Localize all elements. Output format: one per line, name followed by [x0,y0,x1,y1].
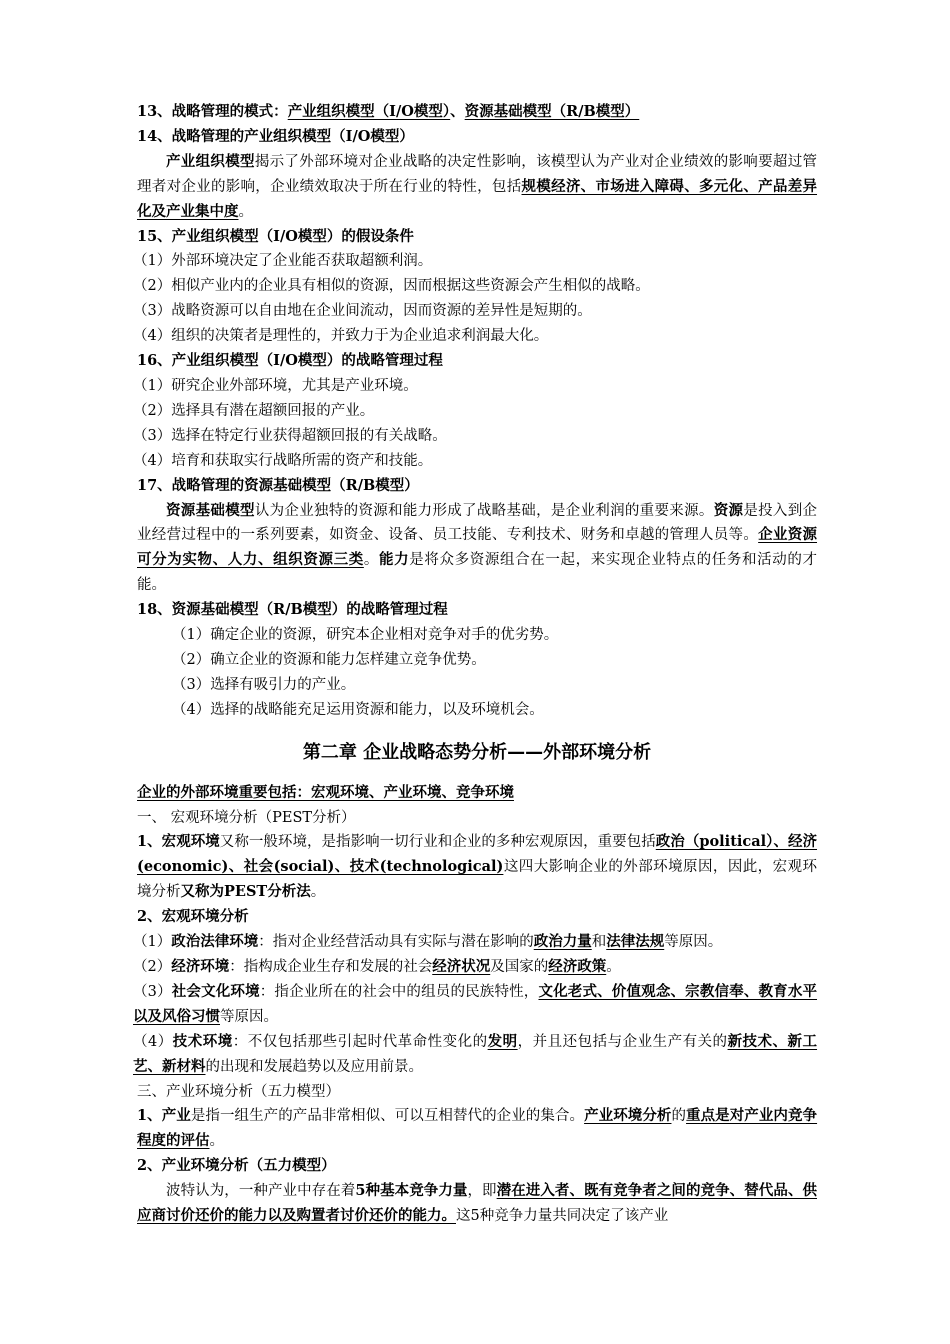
capability-text: 是将众多资源组合在一起，来实现企业特点的任务和活动的才能。 [137,552,817,594]
industry-heading: 三、产业环境分析（五力模型） [137,1083,340,1100]
industry-heading-2: 2、产业环境分析（五力模型） [137,1157,336,1175]
macro-heading: 一、 宏观环境分析（PEST分析） [137,809,356,826]
section-17-heading: 17、战略管理的资源基础模型（R/B模型） [137,476,419,494]
macro-item-3 [133,980,817,1030]
macro-text-b: 这四大影响企业的外部环境原因，因此，宏观环境分析 [137,859,817,901]
text: 波特认为，一种产业中存在着 [166,1183,356,1200]
pest-factors: 政治（political）、经济(economic)、社会(social)、技术(technological) [137,833,818,876]
document-page [133,100,818,1229]
text: 这5种竞争力量共同决定了该产业 [456,1208,669,1225]
keyword: 5种基本竞争力量 [355,1182,468,1200]
text: 等原因。 [664,934,723,951]
keyword: 经济政策 [548,958,607,975]
model-rb: 资源基础模型（R/B模型） [464,103,640,120]
text: ：指对企业经营活动具有实际与潜在影响的 [258,934,534,951]
term: 经济环境 [171,958,230,975]
keyword: 产业环境分析 [584,1107,672,1125]
s16-item-4: （4）培育和获取实行战略所需的资产和技能。 [133,452,433,469]
section-15-heading: 15、产业组织模型（I/O模型）的假设条件 [137,227,414,245]
text: ：指企业所在的社会中的组员的民族特性， [259,983,539,1000]
chapter-title: 第二章 企业战略态势分析——外部环境分析 [302,741,652,763]
resource-term: 资源 [713,501,744,519]
period: 。 [238,203,253,220]
resource-text: 是投入到企业经营过程中的一系列要素，如资金、设备、员工技能、专利技术、财务和卓越的管理人员等。 [137,502,818,544]
pest-method: 又称为PEST分析法 [180,883,311,901]
macro-term: 宏观环境 [161,833,220,851]
num: （4） [133,1033,173,1050]
s15-item-4: （4）组织的决策者是理性的，并致力于为企业追求利润最大化。 [133,328,549,345]
text: ：不仅包括那些引起时代革命性变化的 [232,1033,488,1050]
num: 1、 [137,1107,162,1125]
keyword: 重点是对产业内竞争程度的评估 [137,1107,818,1150]
io-model-factors: 规模经济、市场进入障碍、多元化、产品差异化及产业集中度 [137,177,818,220]
text: 和 [591,934,607,951]
keyword: 文化老式、价值观念、宗教信奉、教育水平以及风俗习惯 [133,982,818,1025]
text: ，即 [467,1183,497,1200]
section-14-paragraph [137,150,817,225]
s16-item-1: （1）研究企业外部环境，尤其是产业环境。 [133,377,418,394]
s15-item-2: （2）相似产业内的企业具有相似的资源，因而根据这些资源会产生相似的战略。 [133,278,650,295]
term: 技术环境 [172,1032,233,1050]
capability-term: 能力 [379,551,410,569]
section-16-heading: 16、产业组织模型（I/O模型）的战略管理过程 [137,352,443,370]
external-environment-summary: 企业的外部环境重要包括：宏观环境、产业环境、竞争环境 [137,783,514,801]
io-model-term: 产业组织模型 [166,152,255,170]
macro-text-a: 又称一般环境，是指影响一切行业和企业的多种宏观原因，重要包括 [219,834,656,851]
macro-item-4 [133,1030,817,1080]
s15-item-3: （3）战略资源可以自由地在企业间流动，因而资源的差异性是短期的。 [133,303,592,320]
text: 。 [209,1133,224,1150]
macro-paragraph-1 [137,830,817,905]
industry-paragraph-2 [137,1179,817,1229]
s18-item-2: （2）确立企业的资源和能力怎样建立竞争优势。 [172,651,486,668]
s16-item-2: （2）选择具有潜在超额回报的产业。 [133,402,375,419]
text: 的 [671,1108,687,1125]
resource-types: 企业资源可分为实物、人力、组织资源三类 [137,526,818,569]
period: 。 [363,552,379,569]
num: （1） [133,934,172,951]
s18-item-3: （3）选择有吸引力的产业。 [172,676,356,693]
text: 等原因。 [220,1008,278,1025]
section-13-heading [137,100,817,125]
section-17-paragraph [137,499,817,599]
rb-model-term: 资源基础模型 [166,501,255,519]
macro-item-1 [133,930,817,955]
industry-paragraph-1 [137,1104,817,1154]
text: 的出现和发展趋势以及应用前景。 [205,1058,423,1075]
keyword: 政治力量 [533,933,592,951]
keyword: 法律法规 [606,933,665,951]
separator: 、 [450,103,465,120]
num: （3） [133,983,172,1000]
term: 产业 [161,1107,191,1125]
num: （2） [133,959,172,975]
keyword: 经济状况 [432,958,491,975]
text: 及国家的 [490,959,549,975]
keyword: 新技术、新工艺、新材料 [133,1032,818,1075]
io-model-text: 揭示了外部环境对企业战略的决定性影响，该模型认为产业对企业绩效的影响要超过管理者对企业的影响，企业绩效取决于所在行业的特性，包括 [137,153,818,195]
text: ，并且还包括与企业生产有关的 [517,1033,728,1050]
keyword: 发明 [487,1032,518,1050]
rb-model-text: 认为企业独特的资源和能力形成了战略基础，是企业利润的重要来源。 [254,502,714,519]
section-13-label: 13、战略管理的模式： [137,103,288,120]
five-forces: 潜在进入者、既有竞争者之间的竞争、替代品、供应商讨价还价的能力以及购置者讨价还价的能力。 [137,1182,818,1225]
macro-item-2 [133,955,817,980]
term: 政治法律环境 [171,933,259,951]
s15-item-1: （1）外部环境决定了企业能否获取超额利润。 [133,253,433,270]
term: 社会文化环境 [171,982,260,1000]
text: 。 [606,959,621,975]
text: 是指一组生产的产品非常相似、可以互相替代的企业的集合。 [190,1108,585,1125]
s18-item-1: （1）确定企业的资源，研究本企业相对竞争对手的优劣势。 [172,627,559,644]
section-14-heading: 14、战略管理的产业组织模型（I/O模型） [137,127,414,145]
model-io: 产业组织模型（I/O模型） [287,103,451,120]
num: 1、 [137,833,162,851]
section-18-heading: 18、资源基础模型（R/B模型）的战略管理过程 [137,601,448,619]
period: 。 [310,884,326,901]
s16-item-3: （3）选择在特定行业获得超额回报的有关战略。 [133,427,447,444]
text: ：指构成企业生存和发展的社会 [229,959,433,975]
macro-heading-2: 2、宏观环境分析 [137,908,249,926]
s18-item-4: （4）选择的战略能充足运用资源和能力，以及环境机会。 [172,701,544,718]
